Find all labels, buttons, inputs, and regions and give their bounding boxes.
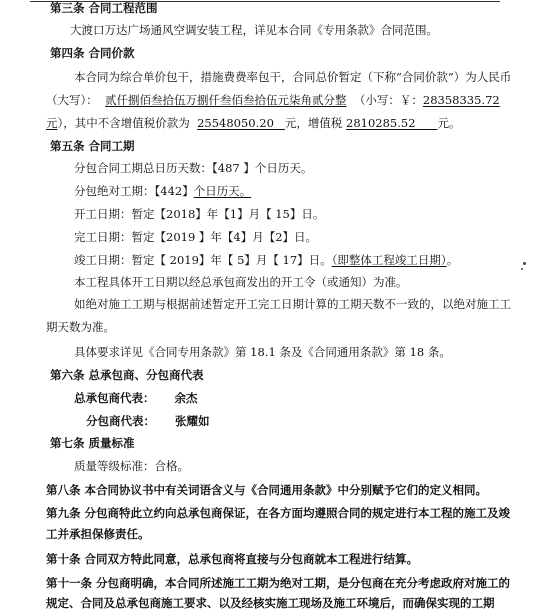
article-8: 第八条 本合同协议书中有关词语含义与《合同通用条款》中分别赋予它们的定义相同。	[46, 483, 487, 497]
article-3-body: 大渡口万达广场通风空调安装工程，详见本合同《专用条款》合同范围。	[70, 23, 438, 37]
article-9-cont: 工并承担保修责任。	[46, 527, 150, 541]
absolute-duration: 分包绝对工期：【442】个日历天。	[74, 184, 252, 198]
gc-representative: 总承包商代表： 余杰	[74, 391, 198, 405]
start-date: 开工日期：暂定【2018】年【1】月【 15】日。	[74, 207, 325, 221]
article-5-para-2: 如绝对施工工期与根据前述暂定开工完工日期计算的工期天数不一致的，以绝对施工工	[74, 297, 511, 311]
price-excluding-tax: 25548050.20	[197, 116, 274, 130]
total-calendar-days: 分包合同工期总日历天数：【487 】个日历天。	[74, 161, 313, 175]
subcontractor-representative: 分包商代表： 张耀如	[86, 414, 210, 428]
article-5-para-3: 具体要求详见《合同专用条款》第 18.1 条及《合同通用条款》第 18 条。	[74, 345, 451, 359]
article-4-para-3: 元），其中不含增值税价款为 25548050.20 元，增值税 2810285.52 元。	[46, 116, 461, 130]
article-5-heading: 第五条 合同工期	[50, 139, 135, 153]
article-11: 第十一条 分包商明确，本合同所述施工工期为绝对工期，是分包商在充分考虑政府对施工的	[46, 576, 510, 590]
article-4-para-2: （大写）： 贰仟捌佰叁拾伍万捌仟叁佰叁拾伍元柒角贰分整 （小写：￥：28358335.72	[46, 93, 500, 107]
quality-standard: 质量等级标准：合格。	[74, 459, 189, 473]
article-5-para-1: 本工程具体开工日期以经总承包商发出的开工令（或通知）为准。	[74, 275, 408, 289]
contract-price-figure: 28358335.72	[422, 93, 500, 107]
article-4-heading: 第四条 合同价款	[50, 46, 135, 60]
value-added-tax-amount: 2810285.52	[346, 116, 416, 130]
completion-date: 竣工日期：暂定【 2019】年【 5】月【 17】日。（即整体工程竣工日期）。	[74, 253, 459, 267]
article-11-cont: 规定、合同及总承包商施工要求、以及经核实施工现场及施工环境后，而确保实现的工期	[46, 596, 495, 610]
finish-date: 完工日期：暂定【2019 】年【4】月【2】日。	[74, 230, 318, 244]
scan-speck	[521, 268, 523, 270]
article-4-para-1: 本合同为综合单价包干，措施费费率包干，合同总价暂定（下称“合同价款”）为人民币	[74, 70, 512, 84]
contract-price-in-words: 贰仟捌佰叁拾伍万捌仟叁佰叁拾伍元柒角贰分整	[105, 93, 347, 107]
article-6-heading: 第六条 总承包商、分包商代表	[50, 368, 204, 382]
article-5-para-2-cont: 期天数为准。	[46, 320, 115, 334]
article-10: 第十条 合同双方特此同意，总承包商将直接与分包商就本工程进行结算。	[46, 552, 418, 566]
article-3-heading: 第三条 合同工程范围	[50, 1, 158, 15]
article-7-heading: 第七条 质量标准	[50, 436, 135, 450]
scan-speck	[523, 262, 526, 265]
article-9: 第九条 分包商特此立约向总承包商保证，在各方面均遵照合同的规定进行本工程的施工及竣	[46, 506, 510, 520]
